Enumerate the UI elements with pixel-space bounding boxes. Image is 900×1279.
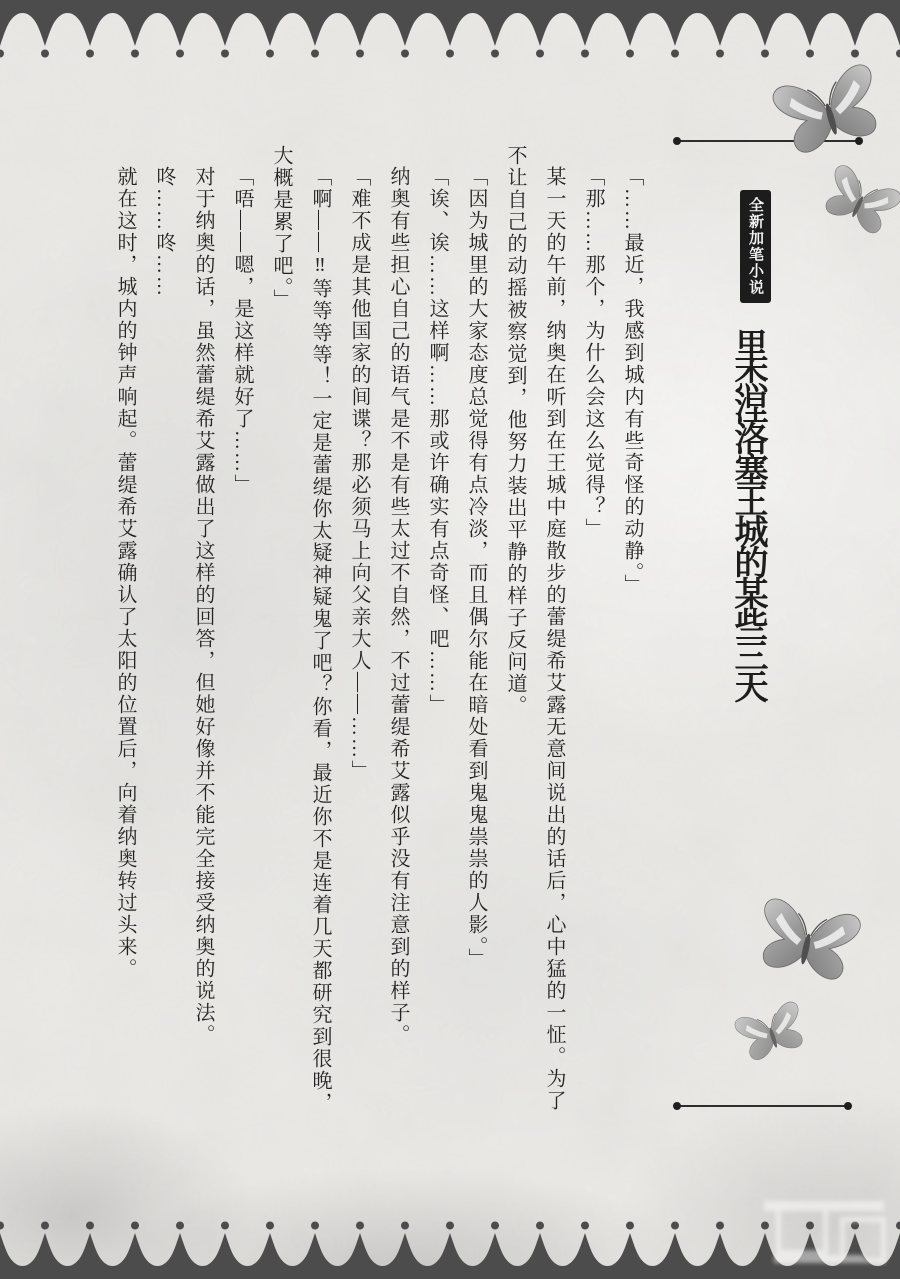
watermark-shape — [764, 1201, 884, 1211]
paragraph: 「难不成是其他国家的间谍？那必须马上向父亲大人——……」 — [348, 166, 370, 782]
butterfly-icon — [759, 50, 900, 186]
butterfly-icon — [727, 992, 819, 1081]
bottom-border-ornament — [0, 1217, 900, 1279]
rule-end-dot — [844, 1102, 852, 1110]
novel-text — [105, 145, 651, 1121]
paragraph: 「唔——嗯，是这样就好了……」 — [231, 166, 253, 496]
rule-end-dot — [673, 137, 681, 145]
paragraph: 「因为城里的大家态度总觉得有点冷淡，而且偶尔能在暗处看到鬼鬼祟祟的人影。」 — [465, 166, 487, 970]
paragraph: 某一天的午前，纳奥在听到在王城中庭散步的蕾缇希艾露无意间说出的话后，心中猛的一怔。为了不让自己的动摇被察觉到，他努力装出平静的样子反问道。 — [504, 145, 565, 1112]
rule-end-dot — [673, 1102, 681, 1110]
paragraph: 对于纳奥的话，虽然蕾缇希艾露做出了这样的回答，但她好像并不能完全接受纳奥的说法。 — [192, 166, 214, 1046]
top-border-ornament — [0, 0, 900, 62]
paragraph: 「……最近，我感到城内有些奇怪的动静。」 — [621, 166, 643, 596]
page-title: 里杰涅洛塞王城的某些三天 — [729, 328, 766, 700]
title-rule-bottom — [677, 1105, 848, 1107]
paragraph: 「那……那个，为什么会这么觉得？」 — [582, 166, 604, 540]
paragraph: 纳奥有些担心自己的语气是不是有些太过不自然，不过蕾缇希艾露似乎没有注意到的样子。 — [387, 166, 409, 1046]
paragraph: 咚……咚…… — [153, 166, 175, 298]
series-label-badge: 全新加笔小说 — [740, 190, 771, 303]
butterfly-icon — [740, 885, 871, 1010]
paragraph: 「诶、诶……这样啊……那或许确实有点奇怪、吧……」 — [426, 166, 448, 716]
paragraph: 「啊——‼等等等等！一定是蕾缇你太疑神疑鬼了吧？你看，最近你不是连着几天都研究到很晚，大概是累了吧。」 — [270, 145, 331, 1114]
paragraph: 就在这时，城内的钟声响起。蕾缇希艾露确认了太阳的位置后，向着纳奥转过头来。 — [114, 166, 136, 980]
